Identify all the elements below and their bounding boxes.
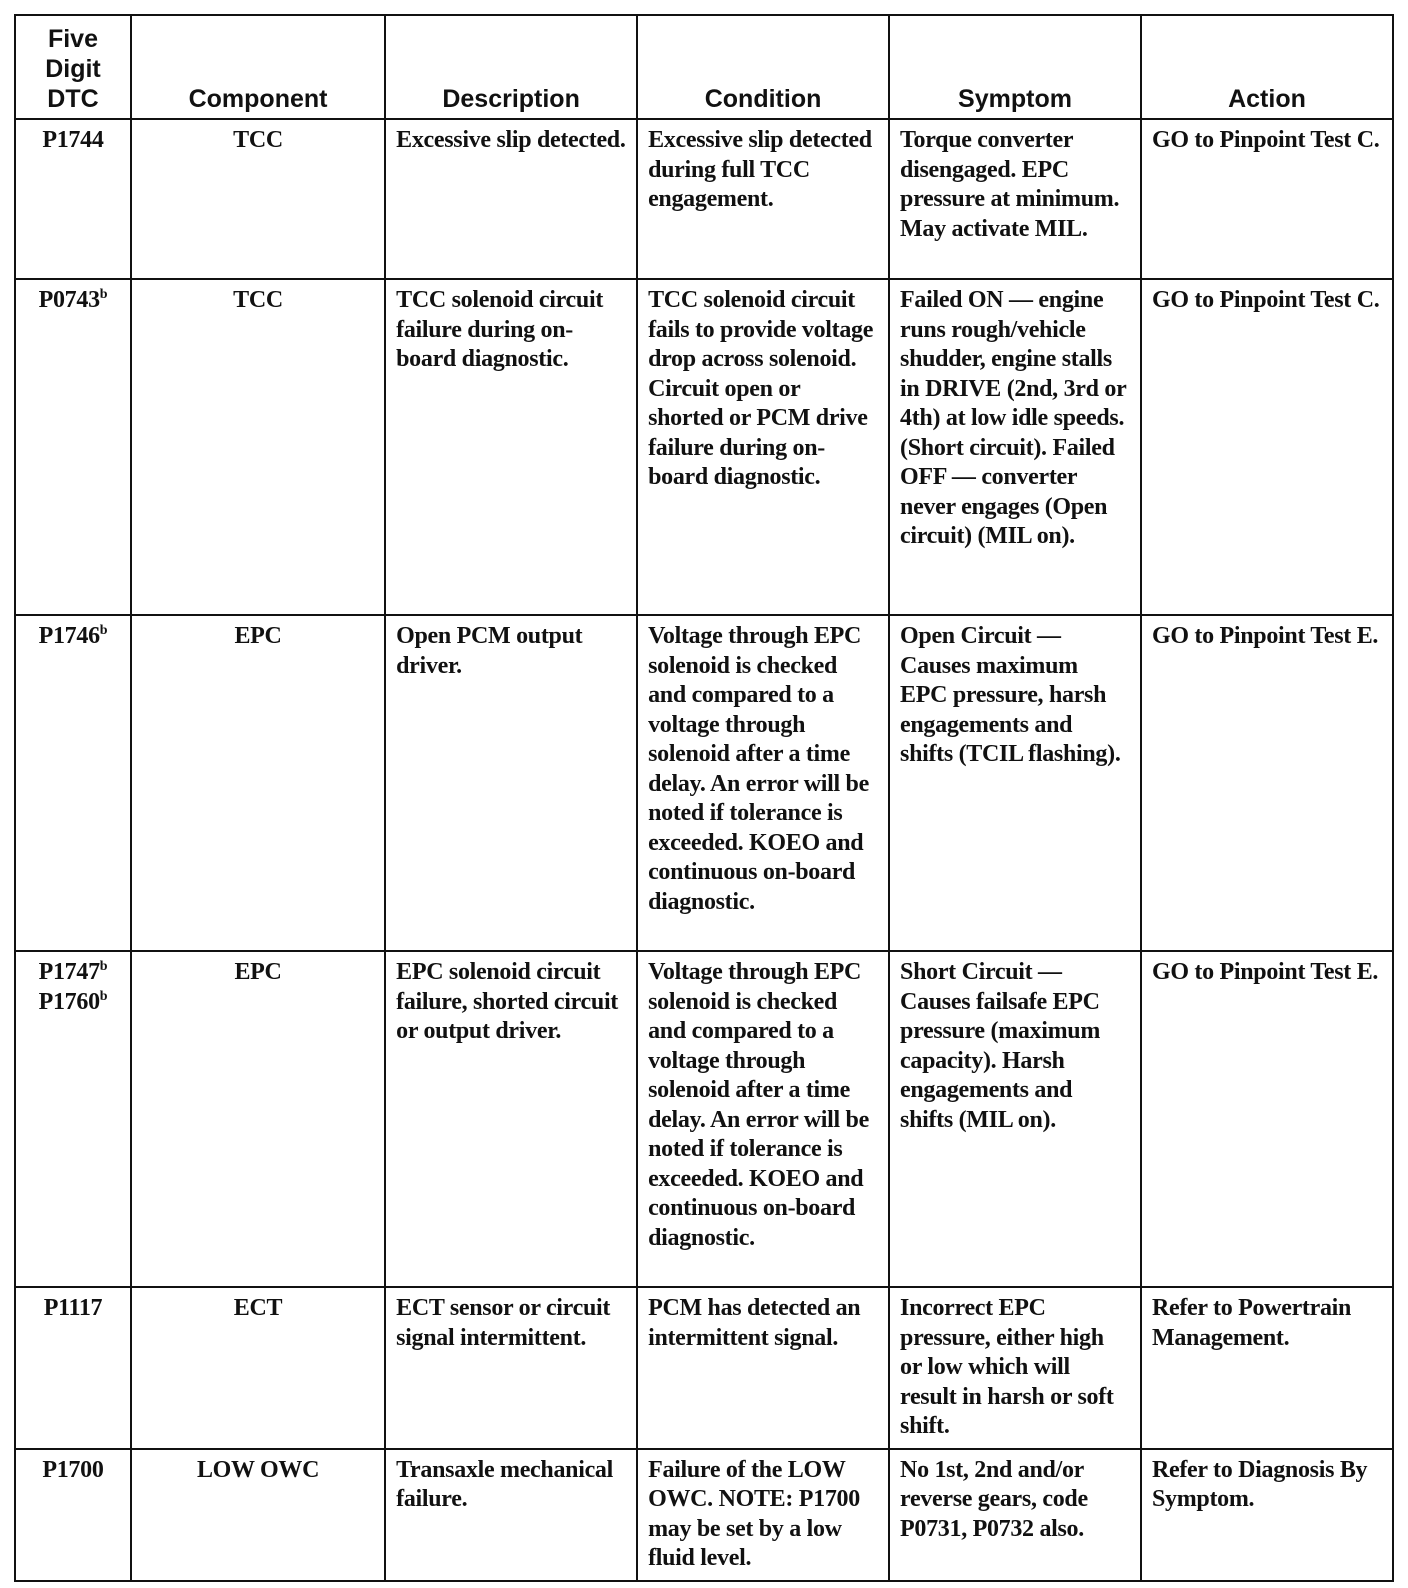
component-cell: TCC [131, 119, 385, 279]
condition-cell: Excessive slip detected during full TCC engagement. [637, 119, 889, 279]
dtc-code-cell [15, 615, 131, 951]
dtc-code: P1117 [43, 1295, 103, 1321]
symptom-cell: Torque converter disengaged. EPC pressure at minimum. May activate MIL. [889, 119, 1141, 279]
header-action: Action [1141, 15, 1393, 119]
description-cell: ECT sensor or circuit signal intermittent. [385, 1287, 637, 1449]
footnote-mark: b [99, 287, 108, 302]
dtc-code: P1760$^b$ [38, 988, 108, 1015]
description-cell: Transaxle mechanical failure. [385, 1449, 637, 1581]
action-cell: Refer to Powertrain Management. [1141, 1287, 1393, 1449]
footnote-mark: b [99, 959, 108, 974]
symptom-cell: Failed ON — engine runs rough/vehicle shudder, engine stalls in DRIVE (2nd, 3rd or 4th) at low idle speeds. (Short circuit). Failed OFF — converter never engages (Open circuit) (MIL on). [889, 279, 1141, 615]
dtc-code-cell [15, 1449, 131, 1581]
dtc-code: P1747$^b$ [38, 959, 108, 985]
dtc-code: P1700 [42, 1456, 104, 1483]
symptom-cell: No 1st, 2nd and/or reverse gears, code P0731, P0732 also. [889, 1449, 1141, 1581]
table-row [15, 1287, 1393, 1449]
table-row [15, 119, 1393, 279]
footnote-mark: b [99, 623, 108, 638]
component-cell: TCC [131, 279, 385, 615]
table-row [15, 1449, 1393, 1581]
header-dtc [15, 15, 131, 119]
action-cell: GO to Pinpoint Test E. [1141, 951, 1393, 1287]
symptom-cell: Open Circuit — Causes maximum EPC pressure, harsh engagements and shifts (TCIL flashing). [889, 615, 1141, 951]
condition-cell: PCM has detected an intermittent signal. [637, 1287, 889, 1449]
footnote-mark: b [99, 988, 108, 1004]
condition-cell: Failure of the LOW OWC. NOTE: P1700 may be set by a low fluid level. [637, 1449, 889, 1581]
dtc-code-cell [15, 119, 131, 279]
action-cell: GO to Pinpoint Test E. [1141, 615, 1393, 951]
action-cell: Refer to Diagnosis By Symptom. [1141, 1449, 1393, 1581]
dtc-code: P1746$^b$ [38, 623, 108, 649]
condition-cell: Voltage through EPC solenoid is checked and compared to a voltage through solenoid after a time delay. An error will be noted if tolerance is exceeded. KOEO and continuous on-board diagnostic. [637, 615, 889, 951]
component-cell: EPC [131, 615, 385, 951]
table-row [15, 951, 1393, 1287]
dtc-table-document [14, 14, 1394, 1582]
condition-cell: TCC solenoid circuit fails to provide voltage drop across solenoid. Circuit open or shorted or PCM drive failure during on-board diagnostic. [637, 279, 889, 615]
dtc-code-cell [15, 279, 131, 615]
header-dtc-line-2: Digit [45, 55, 101, 83]
dtc-table [14, 14, 1394, 1582]
table-row [15, 279, 1393, 615]
symptom-cell: Short Circuit — Causes failsafe EPC pressure (maximum capacity). Harsh engagements and shifts (MIL on). [889, 951, 1141, 1287]
header-dtc-line-1: Five [47, 25, 98, 53]
table-row [15, 615, 1393, 951]
component-cell: LOW OWC [131, 1449, 385, 1581]
description-cell: Open PCM output driver. [385, 615, 637, 951]
action-cell: GO to Pinpoint Test C. [1141, 119, 1393, 279]
dtc-code-cell [15, 1287, 131, 1449]
header-symptom: Symptom [889, 15, 1141, 119]
description-cell: EPC solenoid circuit failure, shorted circuit or output driver. [385, 951, 637, 1287]
component-cell: EPC [131, 951, 385, 1287]
header-component: Component [131, 15, 385, 119]
header-row [15, 15, 1393, 119]
dtc-code: P1744 [42, 127, 104, 153]
header-description: Description [385, 15, 637, 119]
component-cell: ECT [131, 1287, 385, 1449]
description-cell: Excessive slip detected. [385, 119, 637, 279]
header-condition: Condition [637, 15, 889, 119]
condition-cell: Voltage through EPC solenoid is checked and compared to a voltage through solenoid after a time delay. An error will be noted if tolerance is exceeded. KOEO and continuous on-board diagnostic. [637, 951, 889, 1287]
description-cell: TCC solenoid circuit failure during on-board diagnostic. [385, 279, 637, 615]
dtc-code: P0743$^b$ [38, 287, 108, 313]
action-cell: GO to Pinpoint Test C. [1141, 279, 1393, 615]
symptom-cell: Incorrect EPC pressure, either high or low which will result in harsh or soft shift. [889, 1287, 1141, 1449]
header-dtc-line-3: DTC [47, 85, 99, 113]
dtc-code-cell [15, 951, 131, 1287]
